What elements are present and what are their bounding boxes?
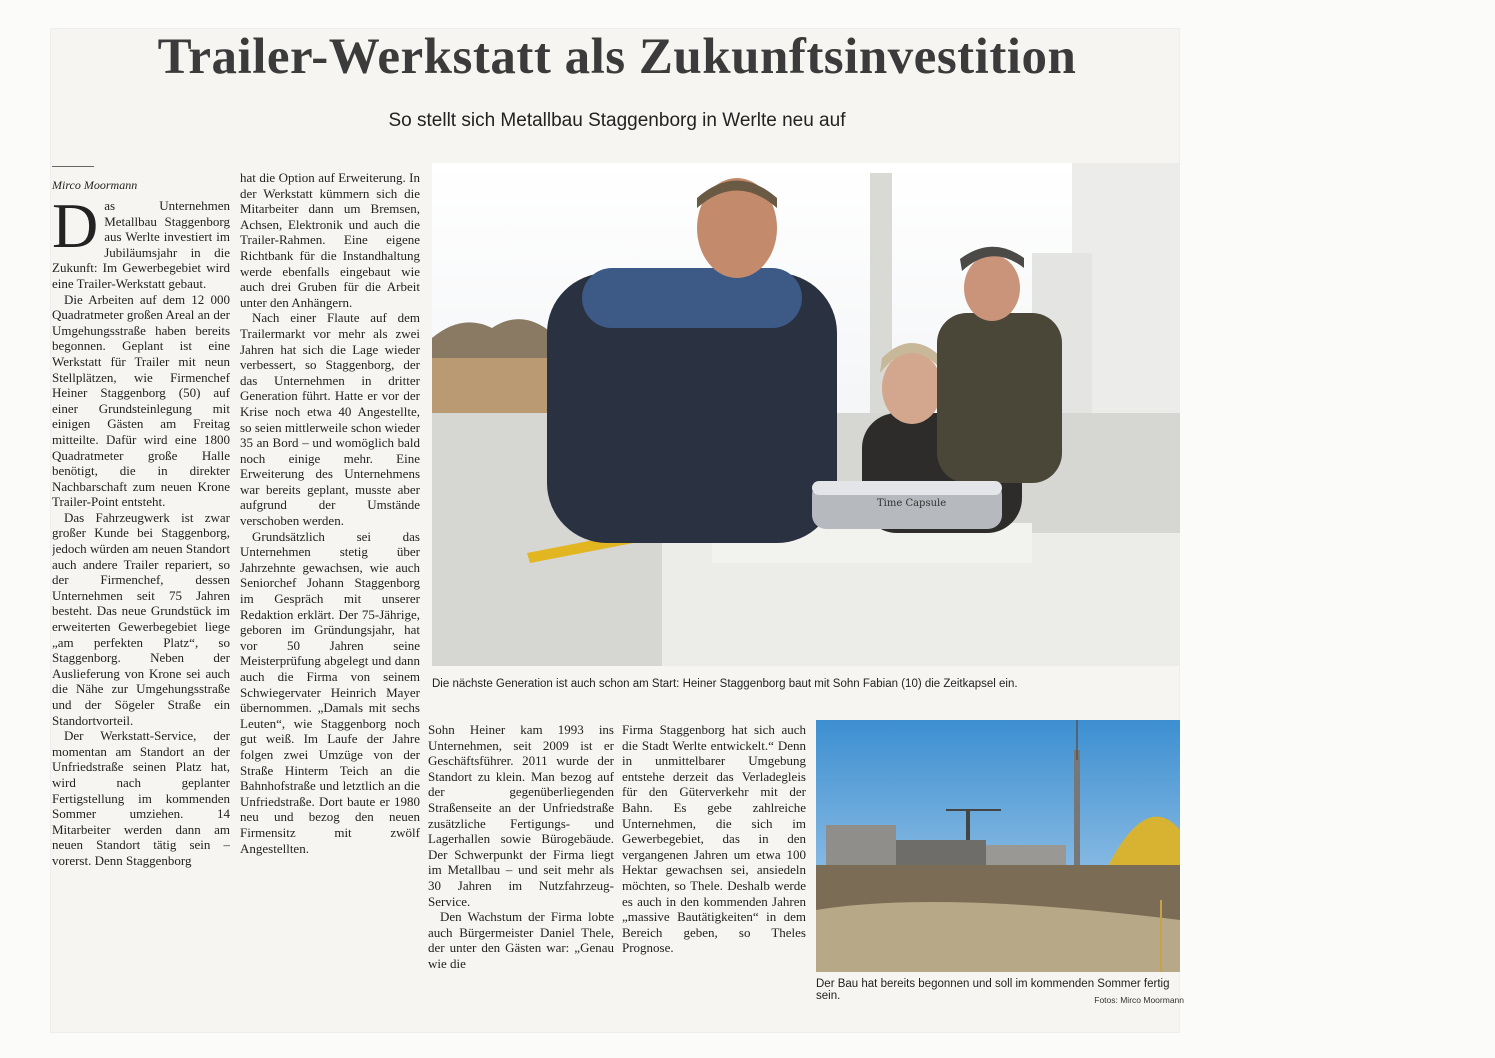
byline-rule <box>52 166 94 167</box>
paragraph: Grundsätzlich sei das Unternehmen stetig über Jahrzehnte gewachsen, wie auch Seniorchef Johann Staggenborg im Gespräch mit unserer Redaktion erklärt. Der 75-Jährige, geboren im Gründungsjahr, hat vor 50 Jahren seine Meisterprüfung abgelegt und dann auch die Firma von seinem Schwiegervater Heinrich Mayer übernommen. „Damals mit sechs Leuten“, wie Staggenborg noch gut weiß. Im Laufe der Jahre folgen zwei Umzüge von der Straße Hinterm Teich an die Bahnhofstraße und letztlich an die Unfriedstraße. Dort baute er 1980 neu und bezog den neuen Firmensitz mit zwölf Angestellten. <box>240 528 420 856</box>
capsule-label: Time Capsule <box>877 498 947 509</box>
paragraph: Nach einer Flaute auf dem Trailermarkt vor mehr als zwei Jahren hat sich die Lage wieder verbessert, so Staggenborg, der das Unternehmen in dritter Generation führt. Hatte er vor der Krise noch etwa 40 Angestellte, so seien mittlerweile schon wieder 35 an Bord – und womöglich bald noch einige mehr. Eine Erweiterung des Unternehmens war bereits geplant, musste aber aufgrund der Umstände verschoben werden. <box>240 310 420 529</box>
main-photo <box>432 163 1180 666</box>
paragraph: Der Werkstatt-Service, der momentan am Standort an der Unfriedstraße seinen Platz hat, wird nach geplanter Fertigstellung im kommenden Sommer umziehen. 14 Mitarbeiter werden dann am neuen Standort tätig sein – vorerst. Denn Staggenborg <box>52 728 230 868</box>
paragraph: Das Fahrzeugwerk ist zwar großer Kunde bei Staggenborg, jedoch würden am neuen Standort auch andere Trailer repariert, so der Firmenchef, dessen Unternehmen seit 75 Jahren besteht. Das neue Grundstück im erweiterten Gewerbegebiet liege „am perfekten Platz“, so Staggenborg. Neben der Auslieferung von Krone sei auch die Nähe zur Umgehungsstraße und der Sögeler Straße ein Standortvorteil. <box>52 509 230 728</box>
text-column-4 <box>622 722 806 1020</box>
drop-cap: D <box>52 198 99 261</box>
paragraph: Sohn Heiner kam 1993 ins Unternehmen, seit 2009 ist er Geschäftsführer. 2011 wurde der Standort zu klein. Man bezog auf der gegenüberliegenden Straßenseite an der Unfriedstraße zusätzliche Fertigungs- und Lagerhallen sowie Bürogebäude. Der Schwerpunkt der Firma liegt im Metallbau – und seit mehr als 30 Jahren im Nutzfahrzeug-Service. <box>428 722 614 909</box>
paragraph: Die Arbeiten auf dem 12 000 Quadratmeter großen Areal an der Umgehungsstraße haben bereits begonnen. Geplant ist eine Werkstatt für Trailer mit neun Stellplätzen, wie Firmenchef Heiner Staggenborg (50) auf einer Grundsteinlegung mit einigen Gästen am Freitag mitteilte. Dafür wird eine 1800 Quadratmeter große Halle benötigt, die in direkter Nachbarschaft zum neuen Krone Trailer-Point entsteht. <box>52 291 230 510</box>
photo-credit: Fotos: Mirco Moormann <box>1094 995 1184 1005</box>
paragraph: Firma Staggenborg hat sich auch die Stadt Werlte entwickelt.“ Denn in unmittelbarer Umgebung entstehe derzeit das Verladegleis für den Güterverkehr mit der Bahn. Es gebe zahlreiche Unternehmen, die sich im Gewerbegebiet, das in den vergangenen Jahren um etwa 100 Hektar gewachsen sei, ansiedeln möchten, so Thele. Deshalb werde es auch in den kommenden Jahren „massive Bautätigkeiten“ in dem Bereich geben, so Theles Prognose. <box>622 722 806 956</box>
headline: Trailer-Werkstatt als Zukunftsinvestition <box>157 29 1077 85</box>
construction-photo <box>816 720 1180 972</box>
text-column-1 <box>52 198 230 1020</box>
text-column-3 <box>428 722 614 1020</box>
construction-photo-caption: Der Bau hat bereits begonnen und soll im kommenden Sommer fertig sein. <box>816 978 1170 1002</box>
main-photo-caption: Die nächste Generation ist auch schon am Start: Heiner Staggenborg baut mit Sohn Fabian (10) die Zeitkapsel ein. <box>432 678 1018 690</box>
text-column-2 <box>240 170 420 1020</box>
author-byline: Mirco Moormann <box>52 178 138 192</box>
subheadline: So stellt sich Metallbau Staggenborg in Werlte neu auf <box>388 110 846 131</box>
paragraph: Den Wachstum der Firma lobte auch Bürgermeister Daniel Thele, der unter den Gästen war: „Genau wie die <box>428 909 614 971</box>
paragraph: hat die Option auf Erweiterung. In der Werkstatt kümmern sich die Mitarbeiter dann um Bremsen, Achsen, Elektronik und auch die Trailer-Rahmen. Eine eigene Richtbank für die Instandhaltung werde ebenfalls eingebaut wie auch drei Gruben für die Arbeit unter den Anhängern. <box>240 170 420 310</box>
paragraph: as Unternehmen Metallbau Staggenborg aus Werlte investiert im Jubiläumsjahr in die Zukunft: Im Gewerbegebiet wird eine Trailer-Werkstatt gebaut. <box>52 198 230 291</box>
